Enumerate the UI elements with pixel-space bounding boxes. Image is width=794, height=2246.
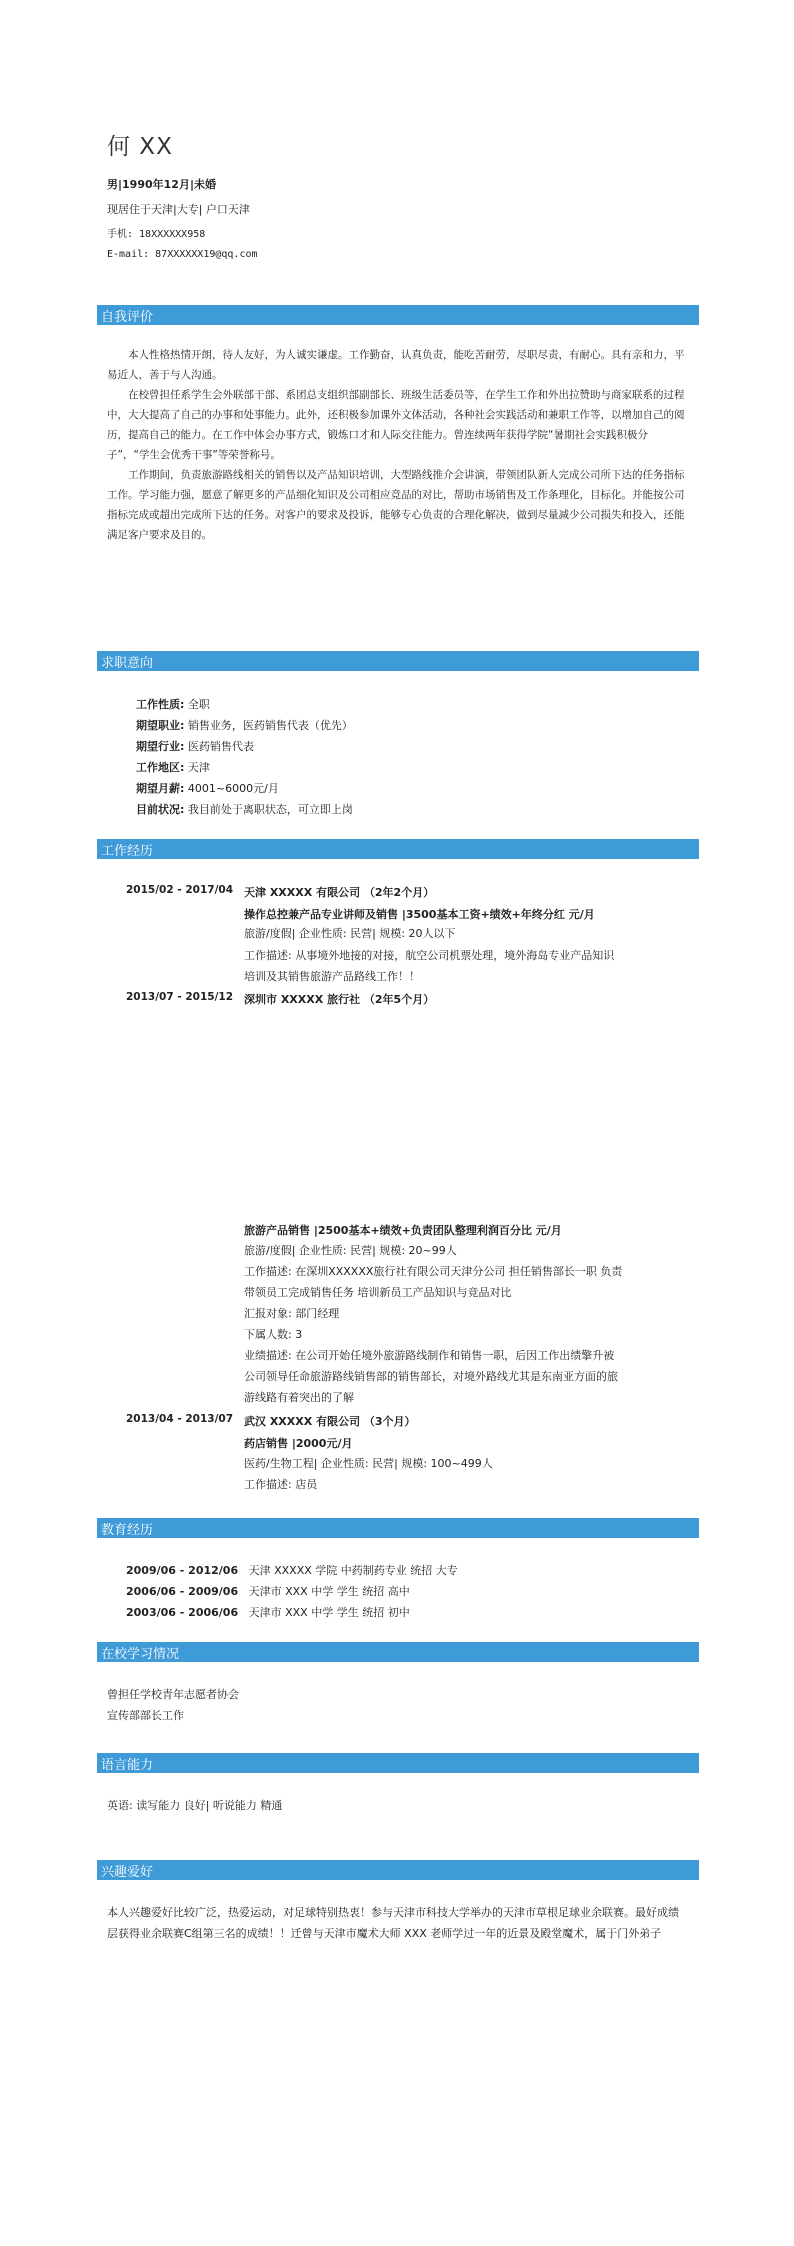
job-meta: 旅游/度假| 企业性质: 民营| 规模: 20~99人 (244, 1244, 457, 1257)
section-title: 语言能力 (101, 1758, 154, 1773)
section-self-eval (97, 305, 699, 325)
job-desc: 带领员工完成销售任务 培训新员工产品知识与竞品对比 (244, 1286, 512, 1299)
job-desc: 工作描述: 店员 (244, 1478, 318, 1491)
section-title: 教育经历 (101, 1523, 154, 1538)
job-company: 天津 XXXXX 有限公司 （2年2个月） (244, 886, 435, 899)
campus-line: 宣传部部长工作 (107, 1709, 184, 1722)
section-hobby (97, 1860, 699, 1880)
job-achievement: 业绩描述: 在公司开始任境外旅游路线制作和销售一职，后因工作出绩擎升被 (244, 1349, 615, 1362)
job-achievement: 公司领导任命旅游路线销售部的销售部长，对境外路线尤其是东南亚方面的旅 (244, 1370, 618, 1383)
job-date: 2015/02 - 2017/04 (126, 884, 234, 896)
intent-row: 目前状况: 我目前处于离职状态，可立即上岗 (136, 803, 353, 816)
job-position: 旅游产品销售 |2500基本+绩效+负责团队整理利润百分比 元/月 (244, 1224, 562, 1237)
job-company: 武汉 XXXXX 有限公司 （3个月） (244, 1415, 416, 1428)
job-desc: 工作描述: 从事境外地接的对接，航空公司机票处理，境外海岛专业产品知识 (244, 949, 615, 962)
self-eval-paragraph: 本人性格热情开朗，待人友好，为人诚实谦虚。工作勤奋，认真负责，能吃苦耐劳，尽职尽责，有耐心。具有亲和力，平易近人，善于与人沟通。 (107, 349, 685, 381)
job-meta: 旅游/度假| 企业性质: 民营| 规模: 20人以下 (244, 927, 456, 940)
job-subordinates: 下属人数: 3 (244, 1328, 303, 1341)
email-info: E-mail: 87XXXXXX19@qq.com (107, 249, 258, 260)
candidate-name: 何 XX (107, 134, 173, 160)
self-eval-paragraph: 在校曾担任系学生会外联部干部、系团总支组织部副部长、班级生活委员等，在学生工作和外出拉赞助与商家联系的过程中，大大提高了自己的办事和处事能力。此外，还积极参加课外文体活动，各种社会实践活动和兼职工作等，以增加自己的阅历，提高自己的能力。在工作中体会办事方式，锻炼口才和人际交往能力。曾连续两年获得学院“暑期社会实践积极分子”，“学生会优秀干事”等荣誉称号。 (107, 389, 685, 461)
section-title: 求职意向 (101, 656, 154, 671)
job-meta: 医药/生物工程| 企业性质: 民营| 规模: 100~499人 (244, 1457, 493, 1470)
intent-row: 工作地区: 天津 (136, 761, 210, 774)
campus-line: 曾担任学校青年志愿者协会 (107, 1688, 239, 1701)
section-education (97, 1518, 699, 1538)
intent-row: 工作性质: 全职 (136, 698, 210, 711)
section-campus (97, 1642, 699, 1662)
section-work (97, 839, 699, 859)
intent-row: 期望行业: 医药销售代表 (136, 740, 254, 753)
job-company: 深圳市 XXXXX 旅行社 （2年5个月） (244, 993, 435, 1006)
job-date: 2013/04 - 2013/07 (126, 1413, 234, 1425)
job-position: 药店销售 |2000元/月 (244, 1437, 353, 1450)
self-eval-text (107, 345, 687, 545)
residence-info: 现居住于天津|大专| 户口天津 (107, 203, 250, 216)
education-row: 2009/06 - 2012/06 天津 XXXXX 学院 中药制药专业 统招 大专 (126, 1564, 458, 1577)
language-line: 英语: 读写能力 良好| 听说能力 精通 (107, 1799, 283, 1812)
hobby-text: 本人兴趣爱好比较广泛，热爱运动，对足球特别热衷！参与天津市科技大学举办的天津市草根足球业余联赛。最好成绩层获得业余联赛C组第三名的成绩！！迁曾与天津市魔术大师 XXX 老师学过一年的近景及殿堂魔术，属于门外弟子 (107, 1906, 679, 1940)
intent-row: 期望职业: 销售业务，医药销售代表（优先） (136, 719, 353, 732)
job-report: 汇报对象: 部门经理 (244, 1307, 340, 1320)
section-title: 在校学习情况 (101, 1647, 180, 1662)
job-desc: 工作描述: 在深圳XXXXXX旅行社有限公司天津分公司 担任销售部长一职 负责 (244, 1265, 623, 1278)
self-eval-paragraph: 工作期间，负责旅游路线相关的销售以及产品知识培训，大型路线推介会讲演，带领团队新人完成公司所下达的任务指标工作。学习能力强，愿意了解更多的产品细化知识及公司相应竞品的对比，帮助市场销售及工作条理化，目标化。并能按公司指标完成或超出完成所下达的任务。对客户的要求及投诉，能够专心负责的合理化解决，做到尽量减少公司损失和投入，还能满足客户要求及目的。 (107, 469, 685, 541)
section-title: 工作经历 (101, 844, 154, 859)
education-row: 2006/06 - 2009/06 天津市 XXX 中学 学生 统招 高中 (126, 1585, 410, 1598)
job-desc: 培训及其销售旅游产品路线工作！！ (244, 970, 420, 983)
section-intent (97, 651, 699, 671)
phone-info: 手机: 18XXXXXX958 (107, 229, 206, 240)
job-achievement: 游线路有着突出的了解 (244, 1391, 354, 1404)
education-row: 2003/06 - 2006/06 天津市 XXX 中学 学生 统招 初中 (126, 1606, 410, 1619)
basic-info: 男|1990年12月|未婚 (107, 178, 216, 191)
section-language (97, 1753, 699, 1773)
section-title: 自我评价 (101, 310, 154, 325)
intent-row: 期望月薪: 4001~6000元/月 (136, 782, 279, 795)
section-title: 兴趣爱好 (101, 1865, 154, 1880)
job-date: 2013/07 - 2015/12 (126, 991, 234, 1003)
job-position: 操作总控兼产品专业讲师及销售 |3500基本工资+绩效+年终分红 元/月 (244, 908, 595, 921)
